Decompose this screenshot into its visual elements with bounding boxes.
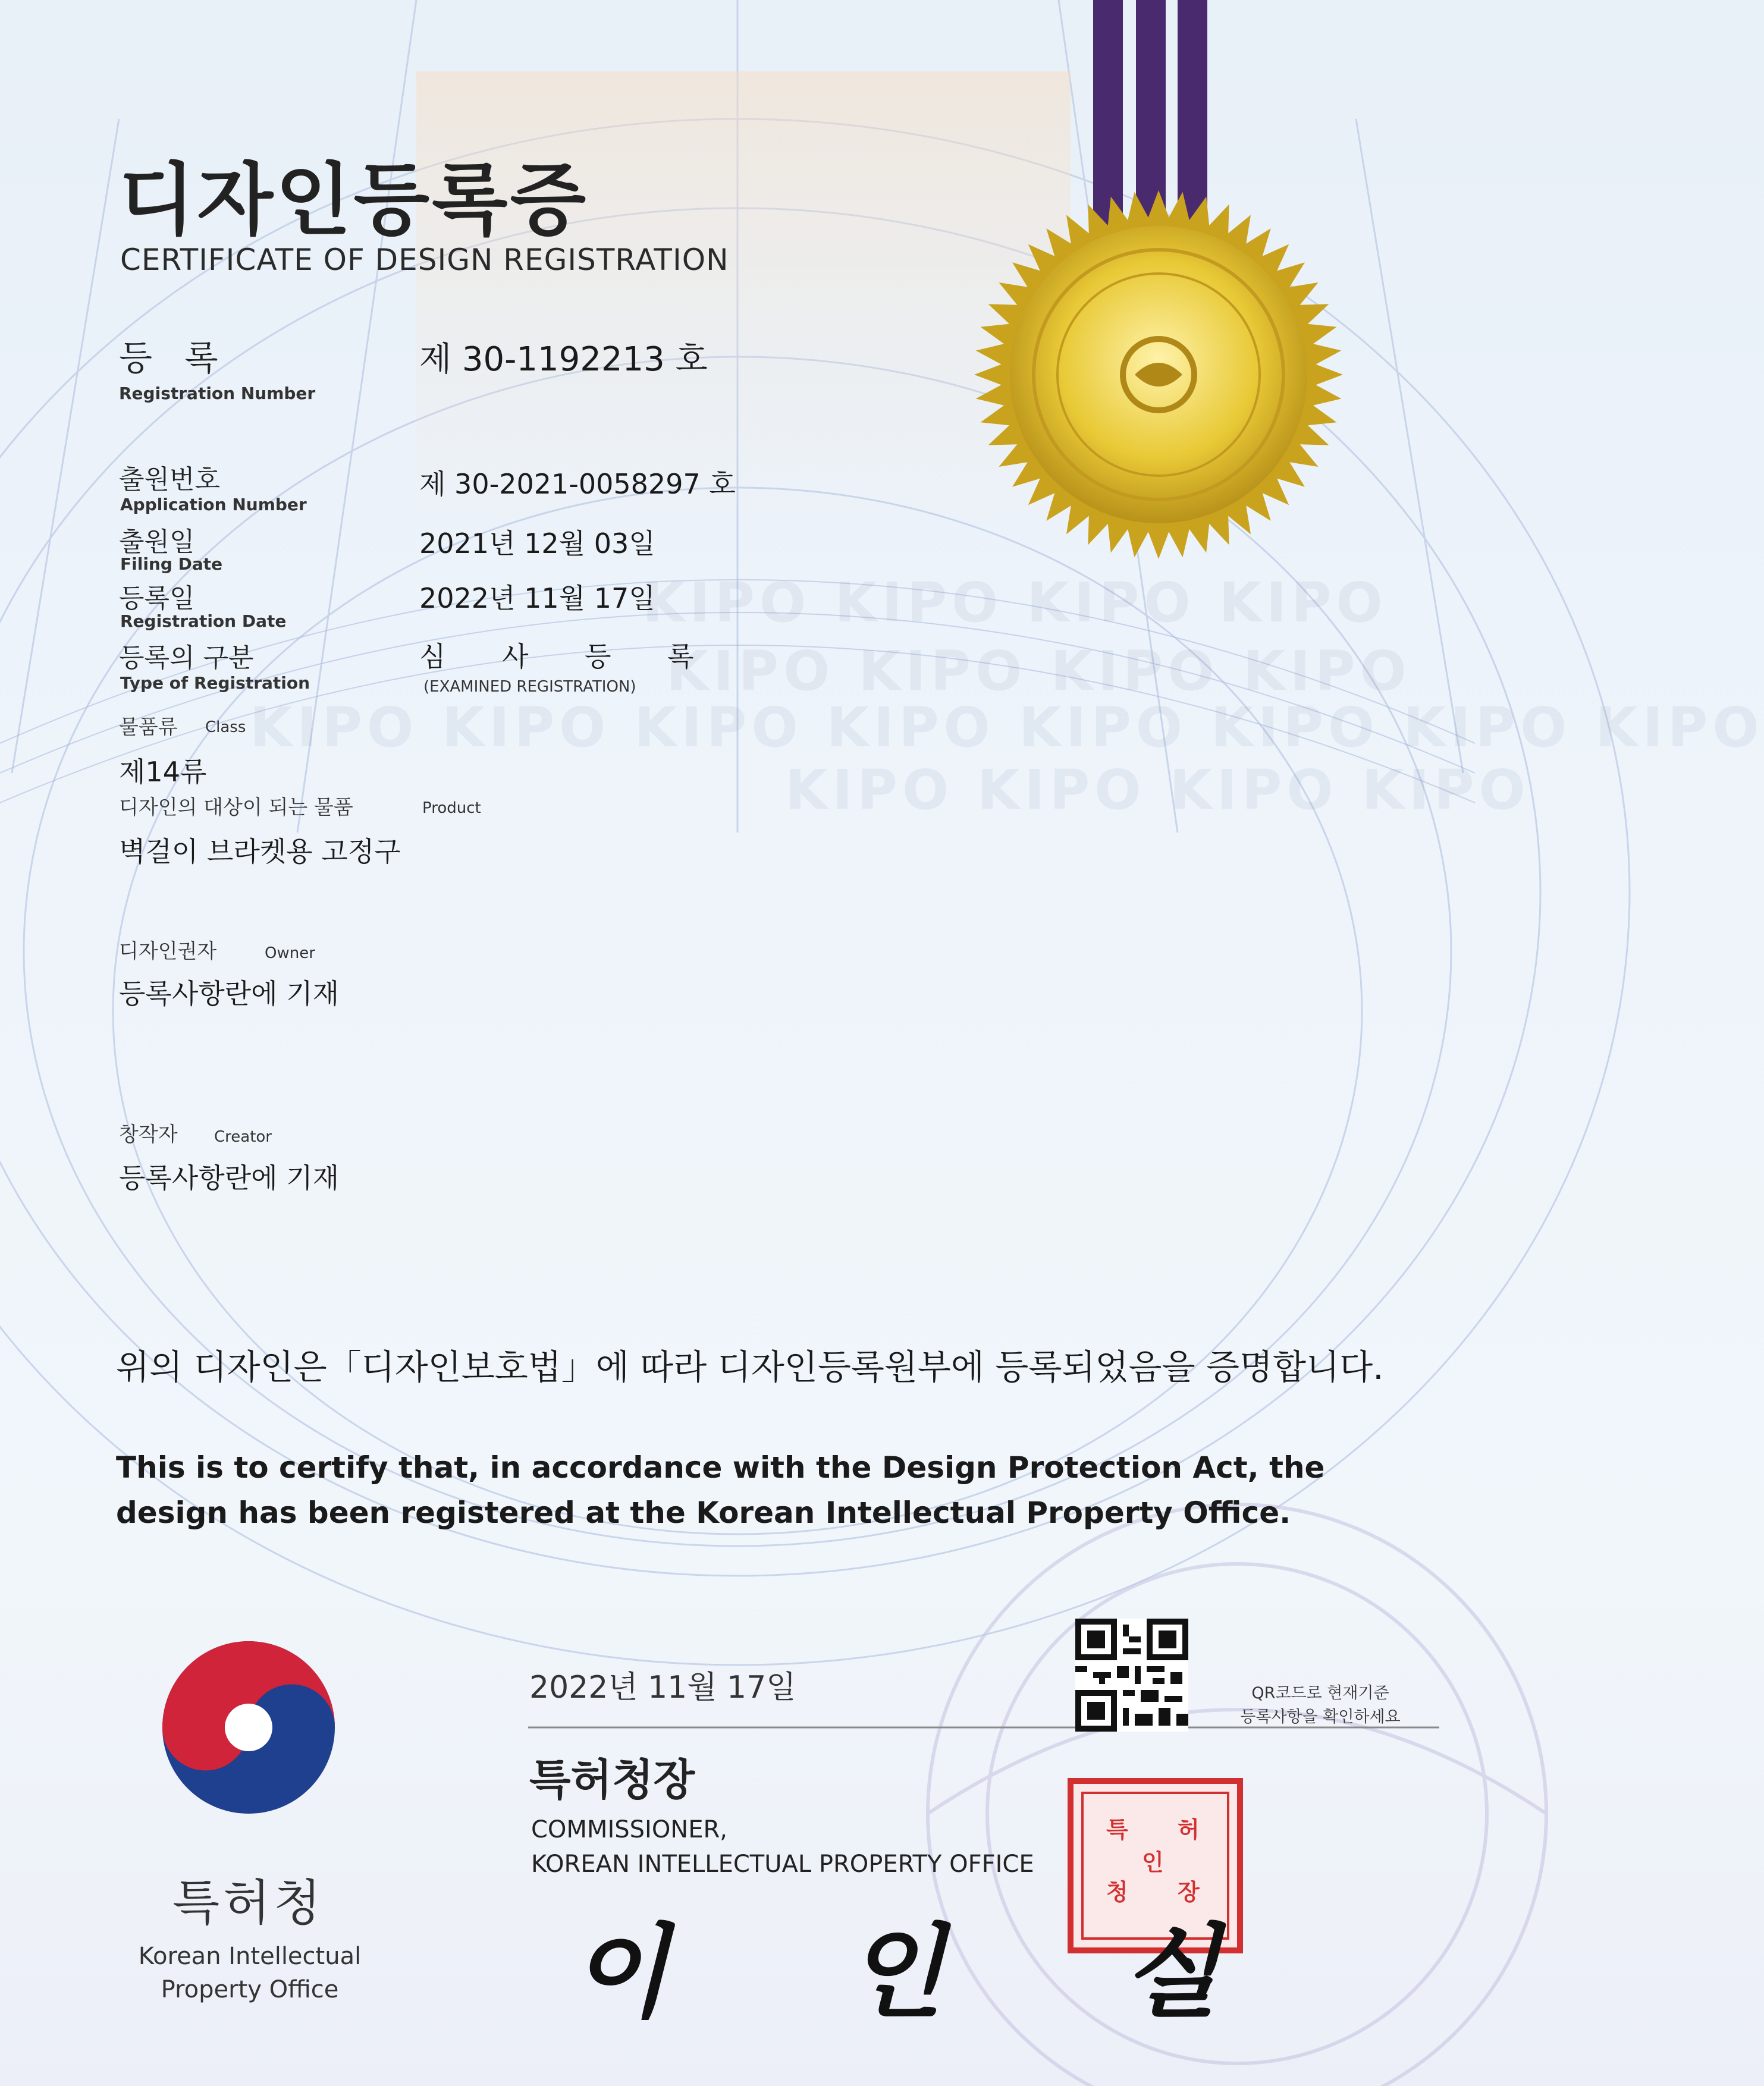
stamp-char-1: 특 — [1106, 1816, 1128, 1843]
registration-date: 2022년 11월 17일 — [419, 582, 655, 614]
kipo-name-en-line-2: Property Office — [161, 1976, 339, 2003]
reg-type-label-en: Type of Registration — [120, 673, 310, 693]
watermark-row-2: KIPO KIPO KIPO KIPO — [666, 639, 1411, 703]
reg-type-label-ko: 등록의 구분 — [119, 643, 254, 673]
commissioner-title-en-line-2: KOREAN INTELLECTUAL PROPERTY OFFICE — [531, 1851, 1034, 1878]
owner-label-ko: 디자인권자 — [119, 940, 217, 963]
stamp-char-2: 허 — [1178, 1816, 1200, 1843]
stamp-char-4: 장 — [1178, 1878, 1200, 1905]
registration-label-ko: 등 록 — [119, 338, 229, 378]
class-label-ko: 물품류 — [119, 715, 178, 739]
statement-ko: 위의 디자인은「디자인보호법」에 따라 디자인등록원부에 등록되었음을 증명합니다. — [116, 1347, 1384, 1387]
issue-date: 2022년 11월 17일 — [529, 1670, 796, 1705]
commissioner-title-en — [531, 1812, 1034, 1881]
reg-type-value-ko: 심 사 등 록 — [419, 640, 718, 673]
owner-value: 등록사항란에 기재 — [119, 978, 340, 1010]
kipo-name-ko: 특허청 — [172, 1875, 325, 1931]
creator-label-ko: 창작자 — [119, 1123, 178, 1146]
application-number: 제 30-2021-0058297 호 — [419, 468, 736, 500]
class-label-en: Class — [205, 718, 246, 736]
creator-label-en: Creator — [214, 1128, 272, 1146]
product-value: 벽걸이 브라켓용 고정구 — [119, 835, 401, 868]
commissioner-signature: 이 인 실 — [571, 1913, 1292, 2032]
commissioner-title-en-line-1: COMMISSIONER, — [531, 1816, 727, 1843]
certificate-title-en: CERTIFICATE OF DESIGN REGISTRATION — [120, 243, 729, 277]
qr-note — [1195, 1682, 1445, 1729]
stamp-char-5: 인 — [1142, 1849, 1164, 1875]
statement-en: This is to certify that, in accordance with the Design Protection Act, the design has been registered at the Korean Intellectual Property Office. — [116, 1450, 1325, 1530]
filing-label-ko: 출원일 — [119, 527, 195, 557]
watermark-row-3: KIPO KIPO KIPO KIPO KIPO KIPO KIPO KIPO — [250, 696, 1764, 759]
gold-seal-icon — [974, 190, 1343, 559]
product-label-en: Product — [422, 799, 481, 817]
qr-note-line-2: 등록사항을 확인하세요 — [1240, 1708, 1401, 1726]
registration-label-en: Registration Number — [119, 384, 316, 403]
filing-label-en: Filing Date — [120, 554, 223, 574]
kipo-logo-icon — [162, 1641, 335, 1814]
kipo-name-en — [113, 1940, 387, 2006]
stamp-char-3: 청 — [1106, 1878, 1128, 1905]
reg-date-label-ko: 등록일 — [119, 583, 195, 614]
registration-number: 제 30-1192213 호 — [419, 340, 708, 379]
owner-label-en: Owner — [265, 944, 315, 962]
creator-value: 등록사항란에 기재 — [119, 1162, 340, 1194]
official-stamp — [1071, 1781, 1240, 1950]
reg-date-label-en: Registration Date — [120, 611, 287, 631]
watermark-row-1: KIPO KIPO KIPO KIPO — [642, 571, 1388, 634]
filing-date: 2021년 12월 03일 — [419, 527, 655, 560]
application-label-en: Application Number — [120, 495, 307, 514]
class-value: 제14류 — [119, 756, 207, 788]
watermark-row-4: KIPO KIPO KIPO KIPO — [785, 758, 1530, 822]
certificate-title-ko: 디자인등록증 — [119, 155, 589, 246]
commissioner-title-ko: 특허청장 — [529, 1755, 695, 1805]
qr-note-line-1: QR코드로 현재기준 — [1251, 1684, 1389, 1702]
reg-type-value-en: (EXAMINED REGISTRATION) — [423, 678, 636, 696]
qr-code-icon — [1075, 1619, 1188, 1732]
kipo-name-en-line-1: Korean Intellectual — [138, 1943, 362, 1970]
application-label-ko: 출원번호 — [119, 464, 221, 495]
product-label-ko: 디자인의 대상이 되는 물품 — [119, 796, 353, 819]
